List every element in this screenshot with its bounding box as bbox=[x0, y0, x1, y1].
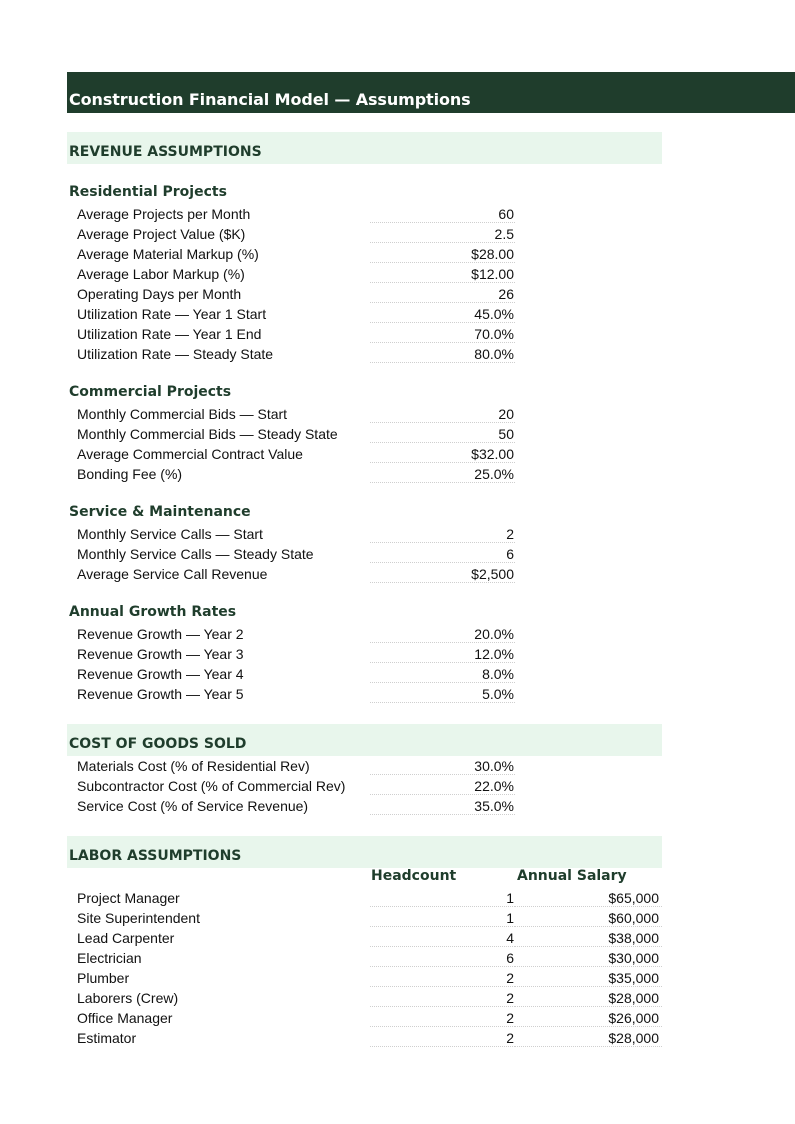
table-row bbox=[0, 243, 795, 263]
row-headcount: 4 bbox=[506, 930, 514, 946]
row-salary: $28,000 bbox=[608, 1030, 659, 1046]
table-row bbox=[0, 623, 795, 643]
row-value: 2.5 bbox=[494, 226, 514, 242]
row-label: Average Service Call Revenue bbox=[77, 566, 268, 582]
row-headcount: 1 bbox=[506, 910, 514, 926]
table-row bbox=[0, 403, 795, 423]
salary-header: Annual Salary bbox=[517, 868, 627, 884]
row-divider bbox=[370, 702, 515, 703]
table-row bbox=[0, 343, 795, 363]
row-label: Project Manager bbox=[77, 890, 180, 906]
row-label: Materials Cost (% of Residential Rev) bbox=[77, 758, 310, 774]
row-salary: $35,000 bbox=[608, 970, 659, 986]
row-value: 26 bbox=[498, 286, 514, 302]
row-headcount: 2 bbox=[506, 970, 514, 986]
row-divider bbox=[370, 582, 515, 583]
table-row bbox=[0, 795, 795, 815]
row-value: 6 bbox=[506, 546, 514, 562]
row-label: Utilization Rate — Steady State bbox=[77, 346, 274, 362]
subhead-commercial: Commercial Projects bbox=[69, 384, 232, 400]
row-divider bbox=[370, 1046, 515, 1047]
row-label: Revenue Growth — Year 2 bbox=[77, 626, 244, 642]
table-row bbox=[0, 643, 795, 663]
row-divider bbox=[370, 362, 515, 363]
row-value: $12.00 bbox=[471, 266, 514, 282]
row-label: Estimator bbox=[77, 1030, 137, 1046]
row-divider bbox=[370, 482, 515, 483]
row-label: Operating Days per Month bbox=[77, 286, 242, 302]
section-title-cogs: COST OF GOODS SOLD bbox=[69, 736, 247, 752]
row-label: Revenue Growth — Year 5 bbox=[77, 686, 244, 702]
page-title: Construction Financial Model — Assumptions bbox=[69, 90, 471, 109]
row-label: Average Commercial Contract Value bbox=[77, 446, 303, 462]
row-value: 12.0% bbox=[474, 646, 514, 662]
subhead-growth: Annual Growth Rates bbox=[69, 604, 237, 620]
row-label: Monthly Commercial Bids — Start bbox=[77, 406, 288, 422]
section-labor bbox=[67, 836, 662, 868]
row-value: 20 bbox=[498, 406, 514, 422]
row-value: $2,500 bbox=[471, 566, 514, 582]
table-row bbox=[0, 283, 795, 303]
table-row bbox=[0, 775, 795, 795]
row-salary: $38,000 bbox=[608, 930, 659, 946]
table-row bbox=[0, 887, 795, 907]
table-row bbox=[0, 423, 795, 443]
table-row bbox=[0, 927, 795, 947]
row-label: Average Material Markup (%) bbox=[77, 246, 259, 262]
row-value: 30.0% bbox=[474, 758, 514, 774]
title-bar bbox=[67, 72, 795, 113]
table-row bbox=[0, 223, 795, 243]
table-row bbox=[0, 683, 795, 703]
row-label: Utilization Rate — Year 1 Start bbox=[77, 306, 267, 322]
table-row bbox=[0, 947, 795, 967]
row-label: Electrician bbox=[77, 950, 142, 966]
table-row bbox=[0, 543, 795, 563]
row-label: Revenue Growth — Year 3 bbox=[77, 646, 244, 662]
row-salary: $60,000 bbox=[608, 910, 659, 926]
table-row bbox=[0, 1007, 795, 1027]
row-salary: $28,000 bbox=[608, 990, 659, 1006]
row-label: Monthly Service Calls — Steady State bbox=[77, 546, 314, 562]
row-value: 70.0% bbox=[474, 326, 514, 342]
table-row bbox=[0, 663, 795, 683]
row-label: Bonding Fee (%) bbox=[77, 466, 183, 482]
table-row bbox=[0, 563, 795, 583]
row-value: 5.0% bbox=[482, 686, 514, 702]
table-row bbox=[0, 263, 795, 283]
row-headcount: 1 bbox=[506, 890, 514, 906]
row-divider bbox=[370, 814, 515, 815]
section-title-revenue: REVENUE ASSUMPTIONS bbox=[69, 144, 262, 160]
row-headcount: 2 bbox=[506, 1010, 514, 1026]
row-label: Plumber bbox=[77, 970, 130, 986]
row-value: 20.0% bbox=[474, 626, 514, 642]
row-value: 50 bbox=[498, 426, 514, 442]
section-cogs bbox=[67, 724, 662, 756]
row-value: 35.0% bbox=[474, 798, 514, 814]
row-label: Service Cost (% of Service Revenue) bbox=[77, 798, 309, 814]
headcount-header: Headcount bbox=[371, 868, 457, 884]
row-value: $32.00 bbox=[471, 446, 514, 462]
table-row bbox=[0, 1027, 795, 1047]
table-row bbox=[0, 907, 795, 927]
table-row bbox=[0, 323, 795, 343]
row-value: 45.0% bbox=[474, 306, 514, 322]
row-headcount: 2 bbox=[506, 1030, 514, 1046]
row-label: Laborers (Crew) bbox=[77, 990, 179, 1006]
row-value: 25.0% bbox=[474, 466, 514, 482]
row-label: Average Labor Markup (%) bbox=[77, 266, 245, 282]
table-row bbox=[0, 755, 795, 775]
row-salary: $26,000 bbox=[608, 1010, 659, 1026]
table-row bbox=[0, 987, 795, 1007]
row-salary: $65,000 bbox=[608, 890, 659, 906]
table-row bbox=[0, 523, 795, 543]
row-divider bbox=[515, 1046, 662, 1047]
row-value: 22.0% bbox=[474, 778, 514, 794]
row-label: Lead Carpenter bbox=[77, 930, 175, 946]
row-value: $28.00 bbox=[471, 246, 514, 262]
row-headcount: 2 bbox=[506, 990, 514, 1006]
row-value: 60 bbox=[498, 206, 514, 222]
row-label: Average Projects per Month bbox=[77, 206, 251, 222]
row-value: 8.0% bbox=[482, 666, 514, 682]
row-label: Site Superintendent bbox=[77, 910, 200, 926]
row-label: Utilization Rate — Year 1 End bbox=[77, 326, 262, 342]
row-value: 2 bbox=[506, 526, 514, 542]
subhead-service: Service & Maintenance bbox=[69, 504, 251, 520]
section-title-labor: LABOR ASSUMPTIONS bbox=[69, 848, 242, 864]
row-salary: $30,000 bbox=[608, 950, 659, 966]
table-row bbox=[0, 303, 795, 323]
subhead-residential: Residential Projects bbox=[69, 184, 227, 200]
row-label: Monthly Service Calls — Start bbox=[77, 526, 263, 542]
section-revenue bbox=[67, 132, 662, 164]
row-label: Average Project Value ($K) bbox=[77, 226, 246, 242]
row-value: 80.0% bbox=[474, 346, 514, 362]
row-headcount: 6 bbox=[506, 950, 514, 966]
table-row bbox=[0, 463, 795, 483]
table-row bbox=[0, 203, 795, 223]
table-row bbox=[0, 967, 795, 987]
row-label: Office Manager bbox=[77, 1010, 173, 1026]
row-label: Subcontractor Cost (% of Commercial Rev) bbox=[77, 778, 346, 794]
row-label: Monthly Commercial Bids — Steady State bbox=[77, 426, 338, 442]
row-label: Revenue Growth — Year 4 bbox=[77, 666, 244, 682]
table-row bbox=[0, 443, 795, 463]
